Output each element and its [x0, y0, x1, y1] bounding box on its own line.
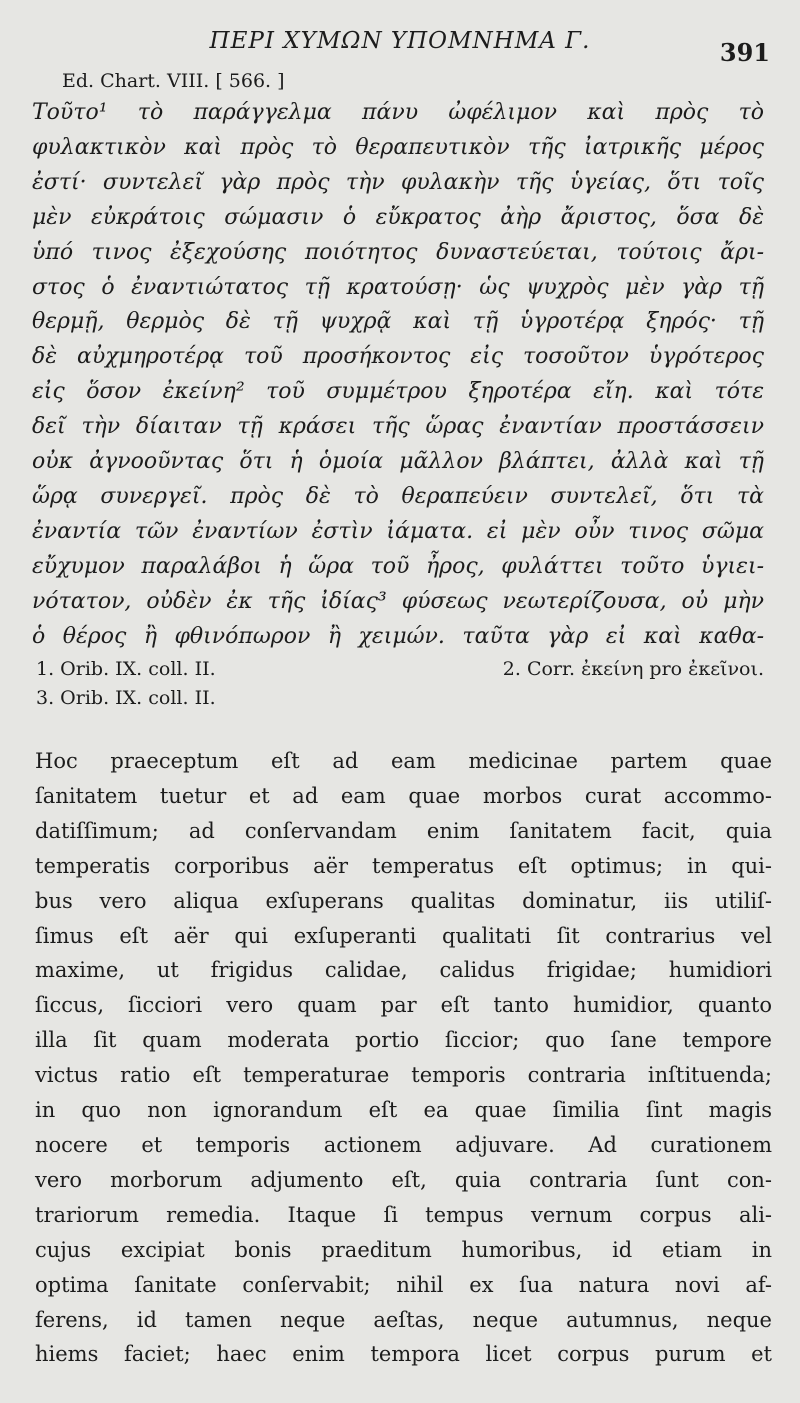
- greek-line: νότατον, οὐδὲν ἐκ τῆς ἰδίας³ φύσεως νεωτερίζουσα, οὐ μὴν: [32, 588, 764, 614]
- footnote-2: 2. Corr. ἐκείνη pro ἐκεῖνοι.: [502, 658, 764, 680]
- footnote-1: 1. Orib. IX. coll. II.: [36, 658, 216, 680]
- latin-line: datiſſimum; ad conſervandam enim ſanitatem facit, quia: [35, 818, 772, 843]
- latin-line: illa ſit quam moderata portio ſiccior; quo ſane tempore: [35, 1028, 772, 1053]
- latin-line: nocere et temporis actionem adjuvare. Ad curationem: [35, 1132, 772, 1157]
- latin-line: optima ſanitate conſervabit; nihil ex ſua natura novi af-: [35, 1272, 772, 1297]
- latin-line: ſanitatem tuetur et ad eam quae morbos curat accommo-: [35, 783, 772, 808]
- latin-line: bus vero aliqua exſuperans qualitas dominatur, iis utiliſ-: [35, 888, 772, 913]
- latin-text-block: [35, 744, 772, 1372]
- latin-line: trariorum remedia. Itaque ſi tempus vernum corpus ali-: [35, 1202, 772, 1227]
- greek-line: δὲ αὐχμηροτέρᾳ τοῦ προσήκοντος εἰς τοσοῦτον ὑγρότερος: [32, 344, 764, 370]
- greek-line: δεῖ τὴν δίαιταν τῇ κράσει τῆς ὥρας ἐναντίαν προστάσσειν: [32, 414, 764, 440]
- footnotes: [36, 655, 764, 713]
- latin-line: maxime, ut frigidus calidae, calidus frigidae; humidiori: [35, 958, 772, 983]
- greek-line: οὐκ ἀγνοοῦντας ὅτι ἡ ὁμοία μᾶλλον βλάπτει, ἀλλὰ καὶ τῇ: [32, 449, 764, 475]
- latin-line: ſiccus, ſicciori vero quam par eſt tanto humidior, quanto: [35, 993, 772, 1018]
- greek-line: θερμῇ, θερμὸς δὲ τῇ ψυχρᾷ καὶ τῇ ὑγροτέρᾳ ξηρός· τῇ: [32, 309, 764, 335]
- latin-line: Hoc praeceptum eſt ad eam medicinae partem quae: [35, 749, 772, 773]
- greek-line: μὲν εὐκράτοις σώμασιν ὁ εὔκρατος ἀὴρ ἄριστος, ὅσα δὲ: [32, 204, 764, 230]
- greek-line: ὥρᾳ συνεργεῖ. πρὸς δὲ τὸ θεραπεύειν συντελεῖ, ὅτι τὰ: [32, 483, 764, 509]
- latin-line: cujus excipiat bonis praeditum humoribus, id etiam in: [35, 1237, 772, 1262]
- greek-line: Τοῦτο¹ τὸ παράγγελμα πάνυ ὠφέλιμον καὶ πρὸς τὸ: [32, 100, 764, 125]
- page-number: 391: [719, 38, 770, 67]
- running-header: ΠΕΡΙ ΧΥΜΩΝ ΥΠΟΜΝΗΜΑ Γ.: [209, 28, 591, 54]
- edition-reference: Ed. Chart. VIII. [ 566. ]: [62, 70, 285, 92]
- greek-line: ἐναντία τῶν ἐναντίων ἐστὶν ἰάματα. εἰ μὲν οὖν τινος σῶμα: [32, 518, 764, 544]
- greek-line: ἐστί· συντελεῖ γὰρ πρὸς τὴν φυλακὴν τῆς ὑγείας, ὅτι τοῖς: [32, 169, 764, 195]
- greek-line: ὑπό τινος ἐξεχούσης ποιότητος δυναστεύεται, τούτοις ἄρι-: [32, 239, 764, 265]
- greek-line: στος ὁ ἐναντιώτατος τῇ κρατούσῃ· ὡς ψυχρὸς μὲν γὰρ τῇ: [32, 274, 764, 300]
- greek-text-block: [32, 96, 764, 655]
- latin-line: vero morborum adjumento eſt, quia contraria ſunt con-: [35, 1167, 772, 1192]
- latin-line: temperatis corporibus aër temperatus eſt optimus; in qui-: [35, 853, 772, 878]
- latin-line: ferens, id tamen neque aeſtas, neque autumnus, neque: [35, 1307, 772, 1332]
- greek-line: εἰς ὅσον ἐκείνη² τοῦ συμμέτρου ξηροτέρα εἴη. καὶ τότε: [32, 379, 764, 405]
- footnote-3: 3. Orib. IX. coll. II.: [36, 687, 216, 709]
- latin-line: ſimus eſt aër qui exſuperanti qualitati ſit contrarius vel: [35, 923, 772, 948]
- latin-line: victus ratio eſt temperaturae temporis contraria inſtituenda;: [35, 1063, 772, 1088]
- latin-line: hiems faciet; haec enim tempora licet corpus purum et: [35, 1342, 772, 1367]
- latin-line: in quo non ignorandum eſt ea quae ſimilia ſint magis: [35, 1098, 772, 1123]
- greek-line: εὔχυμον παραλάβοι ἡ ὥρα τοῦ ἦρος, φυλάττει τοῦτο ὑγιει-: [32, 553, 764, 579]
- greek-line: ὁ θέρος ἢ φθινόπωρον ἢ χειμών. ταῦτα γὰρ εἰ καὶ καθα-: [32, 623, 764, 649]
- greek-line: φυλακτικὸν καὶ πρὸς τὸ θεραπευτικὸν τῆς ἰατρικῆς μέρος: [32, 134, 764, 160]
